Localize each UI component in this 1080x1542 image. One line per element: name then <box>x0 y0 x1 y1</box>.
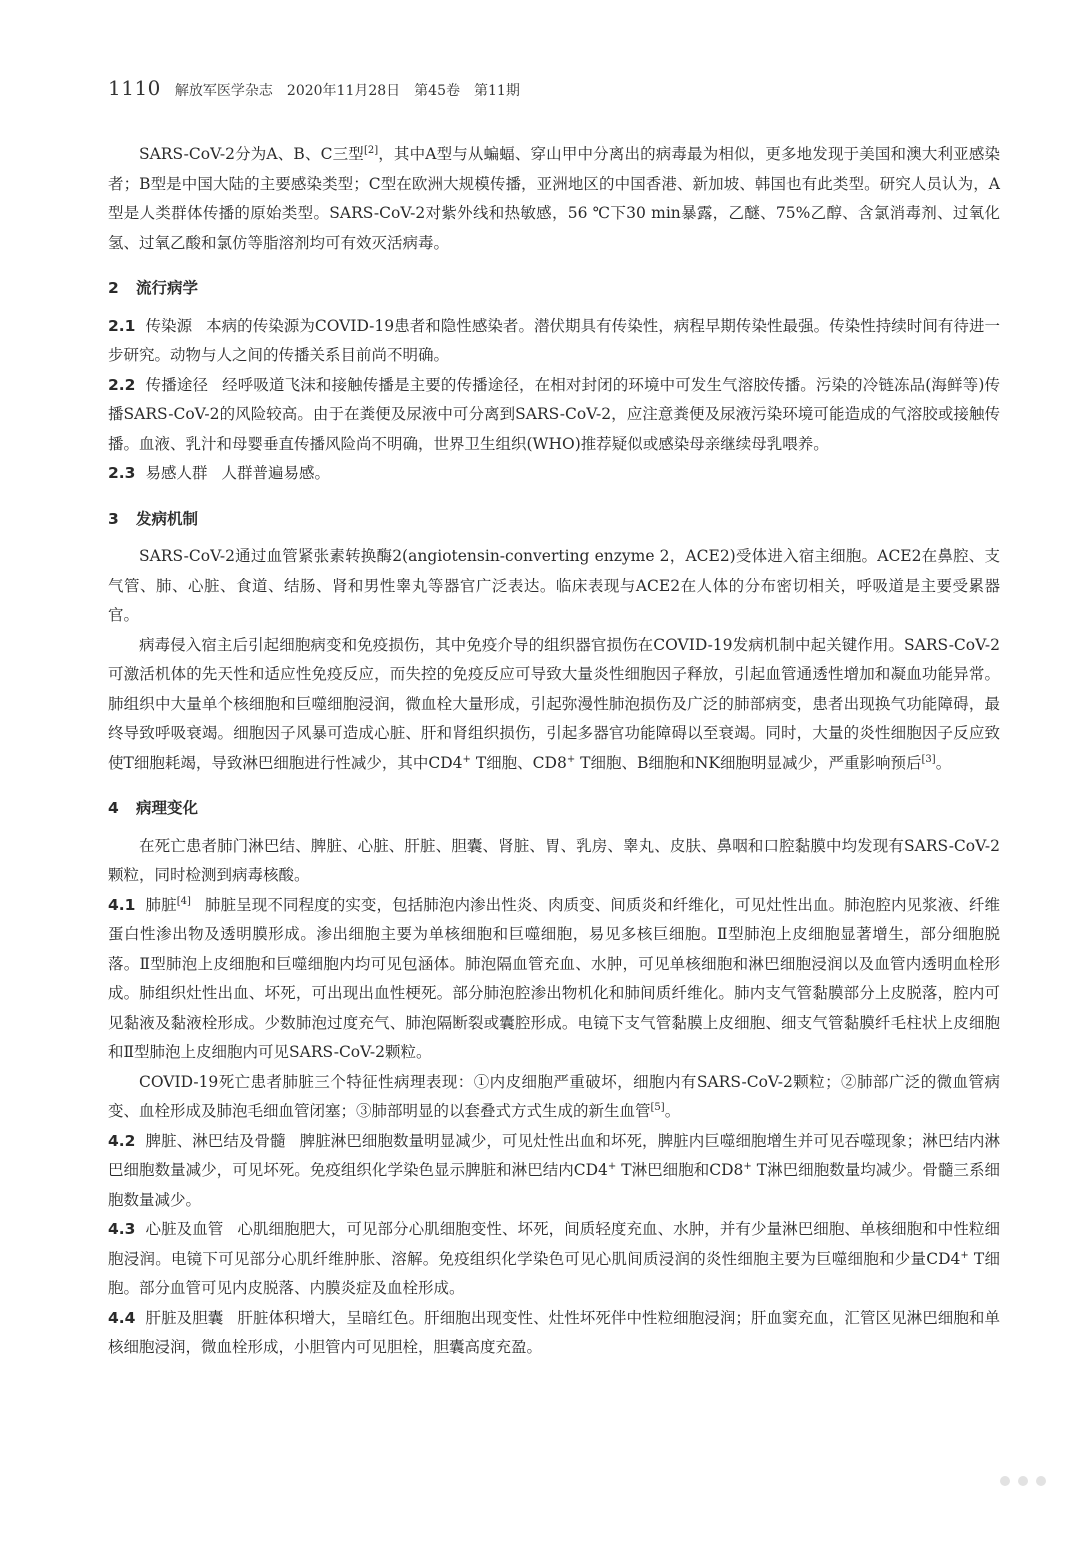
body-paragraph: COVID-19死亡患者肺脏三个特征性病理表现：①内皮细胞严重破坏，细胞内有SARS-CoV-2颗粒；②肺部广泛的微血管病变、血栓形成及肺泡毛细血管闭塞；③肺部明显的以套叠式方式生成的新生血管[5]。 <box>108 1072 1000 1120</box>
subsection-2-1: 2.1 传染源 本病的传染源为COVID-19患者和隐性感染者。潜伏期具有传染性，病程早期传染性最强。传染性持续时间有待进一步研究。动物与人之间的传播关系目前尚不明确。 <box>108 316 1000 364</box>
page-number: 1110 <box>108 76 161 100</box>
issue-date: 2020年11月28日 <box>286 83 401 99</box>
subsection-4-2: 4.2 脾脏、淋巴结及骨髓 脾脏淋巴细胞数量明显减少，可见灶性出血和坏死，脾脏内巨噬细胞增生并可见吞噬现象；淋巴结内淋巴细胞数量减少，可见坏死。免疫组织化学染色显示脾脏和淋巴结内CD4+ T淋巴细胞和CD8+ T淋巴细胞数量均减少。骨髓三系细胞数量减少。 <box>108 1131 1000 1209</box>
subsection-4-4: 4.4 肝脏及胆囊 肝脏体积增大，呈暗红色。肝细胞出现变性、灶性坏死伴中性粒细胞浸润；肝血窦充血，汇管区见淋巴细胞和单核细胞浸润，微血栓形成，小胆管内可见胆栓，胆囊高度充盈。 <box>108 1308 1000 1356</box>
body-paragraph: 病毒侵入宿主后引起细胞病变和免疫损伤，其中免疫介导的组织器官损伤在COVID-19发病机制中起关键作用。SARS-CoV-2可激活机体的先天性和适应性免疫反应，而失控的免疫反应可导致大量炎性细胞因子释放，引起血管通透性增加和凝血功能异常。肺组织中大量单个核细胞和巨噬细胞浸润，微血栓大量形成，引起弥漫性肺泡损伤及广泛的肺部病变，患者出现换气功能障碍，最终导致呼吸衰竭。细胞因子风暴可造成心脏、肝和肾组织损伤，引起多器官功能障碍以至衰竭。同时，大量的炎性细胞因子反应致使T细胞耗竭，导致淋巴细胞进行性减少，其中CD4+ T细胞、CD8+ T细胞、B细胞和NK细胞明显减少，严重影响预后[3]。 <box>108 635 1000 772</box>
dot-icon <box>1018 1476 1028 1486</box>
section-heading: 2 流行病学 <box>108 279 199 297</box>
dot-icon <box>1036 1476 1046 1486</box>
citation: [2] <box>363 144 379 156</box>
volume: 第45卷 <box>414 83 460 99</box>
citation: [4] <box>176 895 191 907</box>
page-dots <box>1000 1476 1046 1486</box>
subsection-4-3: 4.3 心脏及血管 心肌细胞肥大，可见部分心肌细胞变性、坏死，间质轻度充血、水肿，并有少量淋巴细胞、单核细胞和中性粒细胞浸润。电镜下可见部分心肌纤维肿胀、溶解。免疫组织化学染色可见心肌间质浸润的炎性细胞主要为巨噬细胞和少量CD4+ T细胞。部分血管可见内皮脱落、内膜炎症及血栓形成。 <box>108 1220 1001 1297</box>
body-paragraph: SARS-CoV-2通过血管紧张素转换酶2(angiotensin-converting enzyme 2，ACE2)受体进入宿主细胞。ACE2在鼻腔、支气管、肺、心脏、食道、结肠、肾和男性睾丸等器官广泛表达。临床表现与ACE2在人体的分布密切相关，呼吸道是主要受累器官。 <box>108 547 1000 624</box>
running-header <box>108 76 520 100</box>
issue: 第11期 <box>474 83 520 99</box>
journal-name: 解放军医学杂志 <box>174 83 273 99</box>
article-body <box>108 140 1000 1363</box>
section-heading: 4 病理变化 <box>108 799 199 817</box>
intro-paragraph: SARS-CoV-2分为A、B、C三型[2]，其中A型与从蝙蝠、穿山甲中分离出的病毒最为相似，更多地发现于美国和澳大利亚感染者；B型是中国大陆的主要感染类型；C型在欧洲大规模传播，亚洲地区的中国香港、新加坡、韩国也有此类型。研究人员认为，A型是人类群体传播的原始类型。SARS-CoV-2对紫外线和热敏感，56 ℃下30 min暴露，乙醚、75%乙醇、含氯消毒剂、过氧化氢、过氧乙酸和氯仿等脂溶剂均可有效灭活病毒。 <box>108 144 1000 252</box>
subsection-4-1: 4.1 肺脏[4] 肺脏呈现不同程度的实变，包括肺泡内渗出性炎、肉质变、间质炎和纤维化，可见灶性出血。肺泡腔内见浆液、纤维蛋白性渗出物及透明膜形成。渗出细胞主要为单核细胞和巨噬细胞，易见多核巨细胞。Ⅱ型肺泡上皮细胞显著增生，部分细胞脱落。Ⅱ型肺泡上皮细胞和巨噬细胞内均可见包涵体。肺泡隔血管充血、水肿，可见单核细胞和淋巴细胞浸润以及血管内透明血栓形成。肺组织灶性出血、坏死，可出现出血性梗死。部分肺泡腔渗出物机化和肺间质纤维化。肺内支气管黏膜部分上皮脱落，腔内可见黏液及黏液栓形成。少数肺泡过度充气、肺泡隔断裂或囊腔形成。电镜下支气管黏膜上皮细胞、细支气管黏膜纤毛柱状上皮细胞和Ⅱ型肺泡上皮细胞内可见SARS-CoV-2颗粒。 <box>108 895 1000 1061</box>
subsection-2-3: 2.3 易感人群 人群普遍易感。 <box>108 464 330 482</box>
section-heading: 3 发病机制 <box>108 509 199 528</box>
subsection-2-2: 2.2 传播途径 经呼吸道飞沫和接触传播是主要的传播途径，在相对封闭的环境中可发生气溶胶传播。污染的冷链冻品(海鲜等)传播SARS-CoV-2的风险较高。由于在粪便及尿液中可分离到SARS-CoV-2，应注意粪便及尿液污染环境可能造成的气溶胶或接触传播。血液、乳汁和母婴垂直传播风险尚不明确，世界卫生组织(WHO)推荐疑似或感染母亲继续母乳喂养。 <box>108 375 1000 453</box>
body-paragraph: 在死亡患者肺门淋巴结、脾脏、心脏、肝脏、胆囊、肾脏、胃、乳房、睾丸、皮肤、鼻咽和口腔黏膜中均发现有SARS-CoV-2颗粒，同时检测到病毒核酸。 <box>108 836 1000 884</box>
dot-icon <box>1000 1476 1010 1486</box>
citation: [5] <box>650 1101 665 1113</box>
citation: [3] <box>921 753 936 765</box>
